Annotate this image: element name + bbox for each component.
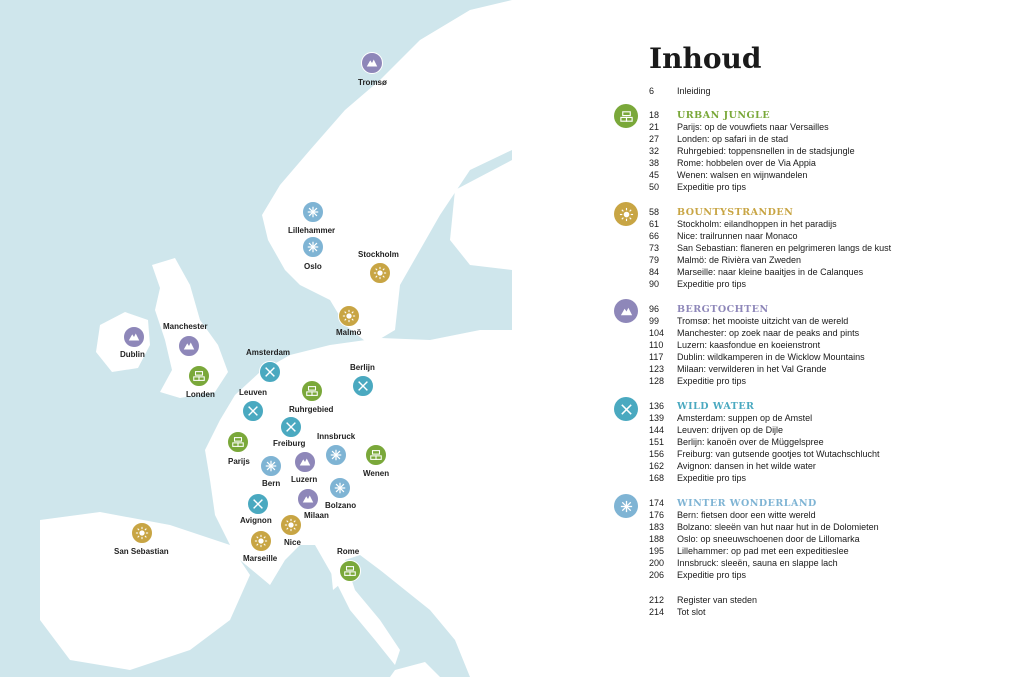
city-label: Leuven — [239, 388, 268, 397]
sun-icon — [254, 534, 268, 548]
city-label: Manchester — [163, 322, 208, 331]
entry-title: Innsbruck: sleeën, sauna en slappe lach — [677, 558, 838, 568]
pin-luzern[interactable] — [294, 451, 316, 473]
city-label: Berlijn — [350, 363, 375, 372]
toc-entry[interactable] — [649, 315, 848, 327]
pin-londen[interactable] — [188, 365, 210, 387]
toc-entry[interactable] — [649, 412, 812, 424]
page-number: 61 — [649, 219, 660, 229]
toc-entry[interactable] — [649, 278, 746, 290]
page-number: 195 — [649, 546, 665, 556]
toc-entry[interactable] — [649, 436, 824, 448]
toc-entry[interactable] — [649, 557, 838, 569]
entry-title: Manchester: op zoek naar de peaks and pints — [677, 328, 860, 338]
section-title: WILD WATER — [677, 401, 755, 412]
page-number: 18 — [649, 110, 660, 120]
snowflake-icon — [619, 499, 634, 514]
page-number: 168 — [649, 473, 665, 483]
city-label: Lillehammer — [288, 226, 336, 235]
toc-entry[interactable] — [649, 509, 816, 521]
page-number: 96 — [649, 304, 660, 314]
page-number: 6 — [649, 86, 655, 96]
toc-entry[interactable] — [649, 521, 879, 533]
paddle-icon — [619, 402, 634, 417]
entry-title: Londen: op safari in de stad — [677, 134, 789, 144]
toc-entry[interactable] — [649, 460, 816, 472]
toc-entry[interactable] — [649, 424, 783, 436]
pin-san-sebastian[interactable] — [131, 522, 153, 544]
toc-entry[interactable] — [649, 169, 807, 181]
pin-manchester[interactable] — [178, 335, 200, 357]
page-number: 21 — [649, 122, 660, 132]
entry-title: Tromsø: het mooiste uitzicht van de wereld — [677, 316, 849, 326]
page-number: 123 — [649, 364, 665, 374]
bricks-icon — [305, 384, 319, 398]
city-label: Malmö — [336, 328, 362, 337]
pin-ruhrgebied[interactable] — [301, 380, 323, 402]
toc-entry[interactable] — [649, 133, 788, 145]
paddle-icon — [263, 365, 277, 379]
section-icon-mountain — [614, 299, 638, 323]
toc-entry[interactable] — [649, 85, 711, 97]
toc-entry[interactable] — [649, 363, 826, 375]
toc-entry[interactable] — [649, 375, 746, 387]
city-label: Bern — [262, 479, 281, 488]
entry-title: Expeditie pro tips — [677, 570, 747, 580]
city-label: Dublin — [120, 350, 145, 359]
page-number: 27 — [649, 134, 660, 144]
sun-icon — [135, 526, 149, 540]
entry-title: Malmö: de Rivièra van Zweden — [677, 255, 802, 265]
toc-entry[interactable] — [649, 254, 801, 266]
entry-title: Marseille: naar kleine baaitjes in de Calanques — [677, 267, 864, 277]
toc-entry[interactable] — [649, 230, 798, 242]
pin-marseille[interactable] — [250, 530, 272, 552]
page-number: 50 — [649, 182, 660, 192]
pin-parijs[interactable] — [227, 431, 249, 453]
page-number: 117 — [649, 352, 664, 362]
section-icon-urban — [614, 104, 638, 128]
entry-title: Expeditie pro tips — [677, 376, 747, 386]
entry-title: Amsterdam: suppen op de Amstel — [677, 413, 813, 423]
toc-entry[interactable] — [649, 606, 706, 618]
pin-bern[interactable] — [260, 455, 282, 477]
section-icon-beach — [614, 202, 638, 226]
pin-dublin[interactable] — [123, 326, 145, 348]
bricks-icon — [192, 369, 206, 383]
pin-milaan[interactable] — [297, 488, 319, 510]
table-of-contents — [512, 0, 1024, 677]
entry-title: Expeditie pro tips — [677, 279, 747, 289]
city-label: Amsterdam — [246, 348, 291, 357]
toc-entry[interactable] — [649, 339, 820, 351]
toc-entry[interactable] — [649, 594, 757, 606]
paddle-icon — [356, 379, 370, 393]
page-number: 84 — [649, 267, 660, 277]
toc-entry[interactable] — [649, 266, 863, 278]
page-number: 38 — [649, 158, 660, 168]
entry-title: Inleiding — [677, 86, 711, 96]
city-label: Milaan — [304, 511, 329, 520]
city-label: Rome — [337, 547, 360, 556]
page-number: 73 — [649, 243, 660, 253]
page-number: 162 — [649, 461, 665, 471]
toc-entry[interactable] — [649, 351, 865, 363]
toc-entry[interactable] — [649, 533, 860, 545]
pin-avignon[interactable] — [247, 493, 269, 515]
bricks-icon — [369, 448, 383, 462]
pin-oslo[interactable] — [302, 236, 324, 258]
entry-title: Dublin: wildkamperen in de Wicklow Mountains — [677, 352, 865, 362]
section-title: BOUNTYSTRANDEN — [677, 207, 794, 218]
mountain-icon — [127, 330, 141, 344]
page-number: 139 — [649, 413, 665, 423]
entry-title: Ruhrgebied: toppensnellen in de stadsjungle — [677, 146, 855, 156]
page-number: 144 — [649, 425, 665, 435]
entry-title: Leuven: drijven op de Dijle — [677, 425, 784, 435]
page-number: 110 — [649, 340, 664, 350]
toc-entry[interactable] — [649, 181, 746, 193]
bricks-icon — [343, 564, 357, 578]
page-number: 174 — [649, 498, 665, 508]
pin-stockholm[interactable] — [369, 262, 391, 284]
entry-title: Bolzano: sleeën van hut naar hut in de Dolomieten — [677, 522, 879, 532]
sun-icon — [373, 266, 387, 280]
entry-title: Tot slot — [677, 607, 706, 617]
entry-title: Oslo: op sneeuwschoenen door de Lillomarka — [677, 534, 860, 544]
page-number: 136 — [649, 401, 665, 411]
entry-title: Stockholm: eilandhoppen in het paradijs — [677, 219, 837, 229]
toc-entry[interactable] — [649, 242, 891, 254]
page-number: 99 — [649, 316, 660, 326]
page-title: Inhoud — [649, 42, 762, 75]
page-number: 212 — [649, 595, 665, 605]
bricks-icon — [619, 109, 634, 124]
sun-icon — [619, 207, 634, 222]
entry-title: San Sebastian: flaneren en pelgrimeren langs de kust — [677, 243, 892, 253]
page-number: 214 — [649, 607, 665, 617]
mountain-icon — [182, 339, 196, 353]
entry-title: Wenen: walsen en wijnwandelen — [677, 170, 808, 180]
city-label: Tromsø — [358, 78, 387, 87]
pin-leuven[interactable] — [242, 400, 264, 422]
page-number: 58 — [649, 207, 660, 217]
page-number: 156 — [649, 449, 665, 459]
page-number: 188 — [649, 534, 665, 544]
city-label: Ruhrgebied — [289, 405, 334, 414]
pin-malmo[interactable] — [338, 305, 360, 327]
city-label: Bolzano — [325, 501, 357, 510]
page-number: 104 — [649, 328, 665, 338]
section-heading[interactable] — [649, 497, 817, 509]
entry-title: Rome: hobbelen over de Via Appia — [677, 158, 816, 168]
city-label: Stockholm — [358, 250, 399, 259]
page-number: 128 — [649, 376, 665, 386]
toc-entry[interactable] — [649, 327, 859, 339]
snowflake-icon — [306, 205, 320, 219]
city-label: Wenen — [363, 469, 390, 478]
entry-title: Expeditie pro tips — [677, 182, 747, 192]
page-number: 183 — [649, 522, 665, 532]
toc-entry[interactable] — [649, 472, 746, 484]
pin-freiburg[interactable] — [280, 416, 302, 438]
page-number: 151 — [649, 437, 665, 447]
city-label: San Sebastian — [114, 547, 169, 556]
sun-icon — [284, 518, 298, 532]
entry-title: Berlijn: kanoën over de Müggelspree — [677, 437, 824, 447]
pin-lillehammer[interactable] — [302, 201, 324, 223]
city-label: Marseille — [243, 554, 278, 563]
page-number: 206 — [649, 570, 665, 580]
toc-entry[interactable] — [649, 448, 879, 460]
section-heading[interactable] — [649, 109, 770, 121]
entry-title: Luzern: kaasfondue en koeienstront — [677, 340, 821, 350]
pin-innsbruck[interactable] — [325, 444, 347, 466]
section-title: BERGTOCHTEN — [677, 304, 769, 315]
section-title: URBAN JUNGLE — [677, 110, 771, 121]
city-label: Freiburg — [273, 439, 306, 448]
section-icon-water — [614, 397, 638, 421]
section-icon-winter — [614, 494, 638, 518]
city-label: Innsbruck — [317, 432, 356, 441]
entry-title: Avignon: dansen in het wilde water — [677, 461, 816, 471]
pin-amsterdam[interactable] — [259, 361, 281, 383]
entry-title: Register van steden — [677, 595, 758, 605]
paddle-icon — [284, 420, 298, 434]
city-label: Nice — [284, 538, 301, 547]
page-number: 200 — [649, 558, 665, 568]
mountain-icon — [298, 455, 312, 469]
entry-title: Lillehammer: op pad met een expeditieslee — [677, 546, 849, 556]
page-number: 79 — [649, 255, 660, 265]
city-label: Oslo — [304, 262, 322, 271]
toc-entry[interactable] — [649, 145, 855, 157]
page-number: 45 — [649, 170, 660, 180]
bricks-icon — [231, 435, 245, 449]
sun-icon — [342, 309, 356, 323]
page-number: 66 — [649, 231, 660, 241]
section-heading[interactable] — [649, 303, 769, 315]
entry-title: Nice: trailrunnen naar Monaco — [677, 231, 798, 241]
city-label: Londen — [186, 390, 215, 399]
snowflake-icon — [333, 481, 347, 495]
city-label: Avignon — [240, 516, 272, 525]
entry-title: Freiburg: van gutsende gootjes tot Wutachschlucht — [677, 449, 880, 459]
toc-entry[interactable] — [649, 218, 837, 230]
section-heading[interactable] — [649, 206, 793, 218]
snowflake-icon — [264, 459, 278, 473]
pin-wenen[interactable] — [365, 444, 387, 466]
toc-entry[interactable] — [649, 569, 746, 581]
snowflake-icon — [306, 240, 320, 254]
pin-bolzano[interactable] — [329, 477, 351, 499]
entry-title: Milaan: verwilderen in het Val Grande — [677, 364, 827, 374]
entry-title: Parijs: op de vouwfiets naar Versailles — [677, 122, 829, 132]
paddle-icon — [251, 497, 265, 511]
pin-berlijn[interactable] — [352, 375, 374, 397]
toc-entry[interactable] — [649, 121, 829, 133]
mountain-icon — [619, 304, 634, 319]
paddle-icon — [246, 404, 260, 418]
pin-rome[interactable] — [339, 560, 361, 582]
city-label: Luzern — [291, 475, 318, 484]
section-title: WINTER WONDERLAND — [677, 498, 817, 509]
mountain-icon — [301, 492, 315, 506]
toc-entry[interactable] — [649, 545, 849, 557]
entry-title: Bern: fietsen door een witte wereld — [677, 510, 816, 520]
section-heading[interactable] — [649, 400, 754, 412]
city-label: Parijs — [228, 457, 250, 466]
pin-nice[interactable] — [280, 514, 302, 536]
mountain-icon — [365, 56, 379, 70]
snowflake-icon — [329, 448, 343, 462]
page-number: 90 — [649, 279, 660, 289]
page-number: 176 — [649, 510, 665, 520]
toc-entry[interactable] — [649, 157, 816, 169]
entry-title: Expeditie pro tips — [677, 473, 747, 483]
pin-tromso[interactable] — [361, 52, 383, 74]
page-number: 32 — [649, 146, 660, 156]
